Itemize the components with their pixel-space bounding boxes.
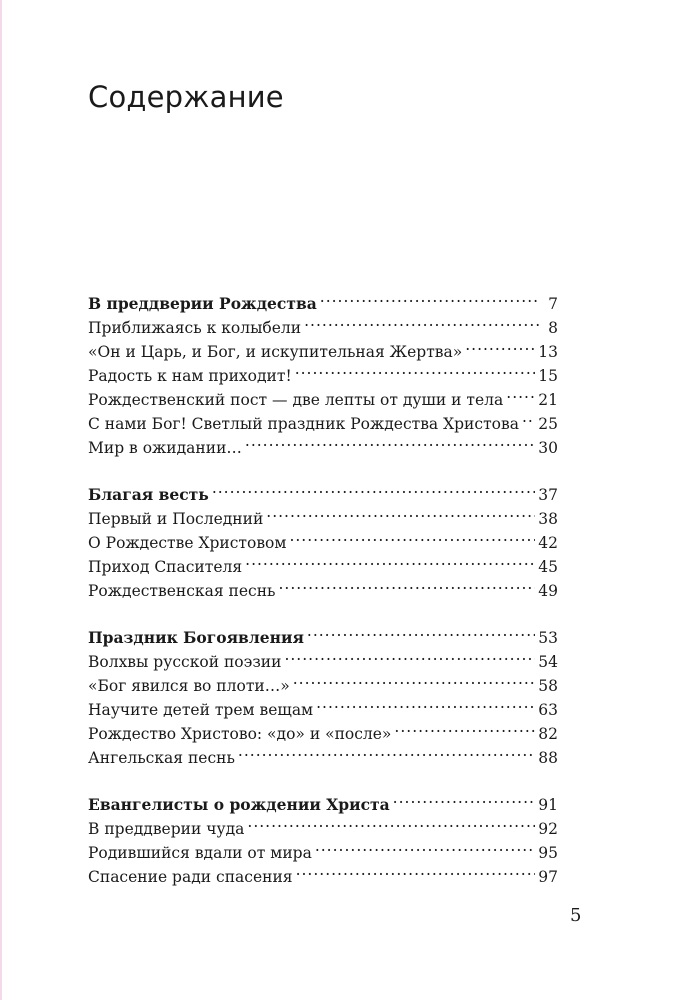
toc-heading-title: В преддверии Рождества [88,294,317,313]
toc-entry-title: О Рождестве Христовом [88,534,287,552]
dot-leader [245,548,535,572]
toc-entry-title: Ангельская песнь [88,749,235,767]
dot-leader [296,858,536,882]
dot-leader [247,810,535,834]
toc-entry-title: «Он и Царь, и Бог, и искупительная Жертва» [88,343,463,361]
toc-heading-title: Праздник Богоявления [88,628,304,647]
dot-leader [289,524,535,548]
toc-entry-title: Спасение ради спасения [88,868,293,886]
table-of-contents [88,285,558,905]
toc-section [88,619,558,767]
toc-entry-title: Родившийся вдали от мира [88,844,312,862]
toc-page-number: 45 [538,558,558,576]
toc-page-number: 21 [538,391,558,409]
toc-page-number: 30 [538,439,558,457]
dot-leader [245,429,535,453]
toc-entry-title: Приход Спасителя [88,558,243,576]
dot-leader [284,643,535,667]
dot-leader [522,405,535,429]
toc-entry-title: Научите детей трем вещам [88,701,314,719]
dot-leader [293,667,536,691]
toc-entry-title: Радость к нам приходит! [88,367,292,385]
dot-leader [320,285,539,309]
toc-page-number: 37 [538,486,558,504]
toc-entry-title: В преддверии чуда [88,820,245,838]
toc-page-number: 58 [538,677,558,695]
dot-leader [315,834,535,858]
toc-section-heading[interactable] [88,619,558,647]
toc-entry-title: «Бог явился во плоти…» [88,677,290,695]
toc-entry-title: Мир в ожидании… [88,439,242,457]
toc-section [88,786,558,886]
toc-page-number: 54 [538,653,558,671]
toc-entry-title: Рождественский пост — две лепты от души и тела [88,391,504,409]
toc-section [88,476,558,600]
toc-entry-title: Первый и Последний [88,510,264,528]
toc-page-number: 88 [538,749,558,767]
page-title: Содержание [88,80,284,114]
dot-leader [307,619,535,643]
toc-heading-title: Благая весть [88,485,209,504]
page-number: 5 [570,905,582,926]
toc-page-number: 63 [538,701,558,719]
dot-leader [266,500,535,524]
toc-page-number: 42 [538,534,558,552]
toc-entry-title: Рождественская песнь [88,582,276,600]
toc-page-number: 25 [538,415,558,433]
toc-entry-title: Приближаясь к колыбели [88,319,302,337]
toc-entry-title: Волхвы русской поэзии [88,653,282,671]
toc-page-number: 97 [538,868,558,886]
toc-page-number: 15 [538,367,558,385]
dot-leader [394,715,535,739]
toc-section-heading[interactable] [88,285,558,313]
dot-leader [279,572,536,596]
toc-page-number: 13 [538,343,558,361]
toc-entry-title: Рождество Христово: «до» и «после» [88,725,392,743]
toc-page-number: 8 [548,319,558,337]
dot-leader [212,476,535,500]
dot-leader [316,691,535,715]
toc-page-number: 49 [538,582,558,600]
toc-page-number: 91 [538,796,558,814]
toc-page-number: 92 [538,820,558,838]
toc-section-heading[interactable] [88,786,558,814]
toc-page-number: 53 [538,629,558,647]
dot-leader [238,739,535,763]
toc-section [88,285,558,457]
dot-leader [304,309,539,333]
toc-entry-title: С нами Бог! Светлый праздник Рождества Христова [88,415,519,433]
dot-leader [393,786,536,810]
toc-page-number: 82 [538,725,558,743]
dot-leader [506,381,535,405]
toc-page-number: 38 [538,510,558,528]
dot-leader [295,357,536,381]
toc-section-heading[interactable] [88,476,558,504]
toc-page-number: 7 [548,295,558,313]
dot-leader [465,333,535,357]
toc-page-number: 95 [538,844,558,862]
toc-heading-title: Евангелисты о рождении Христа [88,795,390,814]
page-edge [0,0,2,1000]
